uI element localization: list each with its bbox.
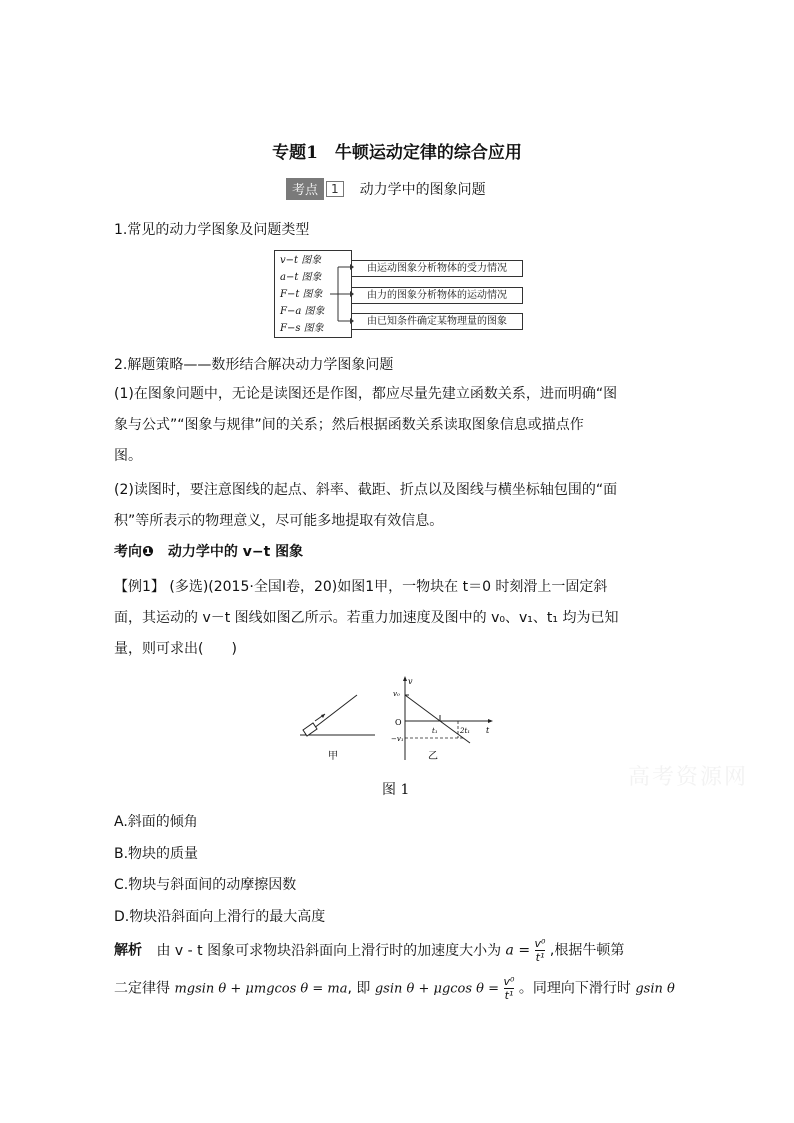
figure-1: [295, 675, 505, 770]
fraction-denominator: t¹: [535, 951, 545, 964]
formula: a =: [505, 942, 531, 959]
problem-type-box: 由力的图象分析物体的运动情况: [351, 287, 523, 304]
graph-type-item: F−a 图象: [280, 306, 325, 317]
graph-type-item: F−s 图象: [280, 323, 324, 334]
page-title: 专题1 牛顿运动定律的综合应用: [272, 143, 522, 163]
origin-label: O: [395, 718, 402, 727]
label-jia: 甲: [328, 751, 338, 762]
figure-caption: 图 1: [382, 782, 410, 798]
section1-heading: 1.常见的动力学图象及问题类型: [114, 222, 310, 238]
equation: mgsin θ + μmgcos θ = ma: [174, 981, 348, 997]
kaodian-badge: 考点: [286, 178, 324, 200]
block: [303, 723, 317, 736]
analysis-text: 二定律得: [114, 980, 170, 997]
example-1: [114, 572, 618, 665]
analysis-text: , 即: [347, 980, 371, 997]
fraction: [504, 975, 515, 1002]
fraction: [535, 937, 546, 964]
fraction-numerator: v⁰: [534, 937, 546, 950]
graph-type-item: F−t 图象: [280, 289, 323, 300]
problem-type-box: 由已知条件确定某物理量的图象: [351, 313, 523, 330]
2t1-label: 2t₁: [460, 727, 471, 735]
text-line: 积”等所表示的物理意义，尽可能多地提取有效信息。: [114, 513, 444, 529]
t1-label: t₁: [432, 727, 438, 735]
option-a: A.斜面的倾角: [114, 814, 198, 830]
fraction-denominator: t¹: [504, 989, 514, 1002]
graph-type-item: v−t 图象: [280, 255, 322, 266]
axis-t-label: t: [486, 726, 490, 735]
section2-heading: 2.解题策略——数形结合解决动力学图象问题: [114, 357, 394, 373]
paragraph-1: [114, 379, 617, 472]
kaodian-title: 动力学中的图象问题: [359, 182, 486, 198]
option-d: D.物块沿斜面向上滑行的最大高度: [114, 909, 326, 925]
problem-type-box: 由运动图象分析物体的受力情况: [351, 260, 523, 277]
equation: gsin θ: [635, 981, 675, 997]
analysis-label: 解析: [114, 942, 142, 959]
text-line: (1)在图象问题中，无论是读图还是作图，都应尽量先建立函数关系，进而明确“图: [114, 386, 618, 402]
axis-v-label: v: [408, 677, 413, 686]
v0-label: v₀: [393, 690, 400, 698]
label-yi: 乙: [428, 751, 438, 762]
graph-type-item: a−t 图象: [280, 272, 322, 283]
fraction-numerator: v⁰: [503, 975, 515, 988]
option-c: C.物块与斜面间的动摩擦因数: [114, 877, 297, 893]
analysis-text: 由 v - t 图象可求物块沿斜面向上滑行时的加速度大小为: [156, 942, 502, 959]
kaodian-header: [286, 178, 486, 198]
analysis-line-1: [114, 937, 624, 973]
text-line: 面，其运动的 v－t 图线如图乙所示。若重力加速度及图中的 v₀、v₁、t₁ 均为已知: [114, 610, 619, 626]
text-line: 图。: [114, 448, 142, 464]
text-line: 量，则可求出( ): [114, 641, 237, 657]
analysis-text: 同理向下滑行时: [532, 980, 631, 997]
watermark: 高考资源网: [628, 765, 749, 790]
kaodian-number: 1: [326, 181, 344, 197]
text-line: 【例1】 (多选)(2015·全国Ⅰ卷，20)如图1甲，一物块在 t＝0 时刻滑上一固定斜: [114, 579, 608, 595]
analysis-line-2: 二定律得 mgsin θ + μmgcos θ = ma, 即 gsin θ + μgcos θ = $\frac{\text{v⁰}}{\text{t¹}}$ 。同理向下滑行时 gsin θ: [114, 975, 675, 1002]
analysis-text: ,根据牛顿第: [549, 942, 625, 959]
neg-v1-label: −v₁: [391, 735, 404, 743]
text-line: (2)读图时，要注意图线的起点、斜率、截距、折点以及图线与横坐标轴包围的“面: [114, 482, 618, 498]
kaoxiang-heading: 考向❶ 动力学中的 v−t 图象: [114, 544, 304, 560]
equation: gsin θ + μgcos θ =: [374, 981, 500, 997]
option-b: B.物块的质量: [114, 846, 199, 862]
text-line: 象与公式”“图象与规律”间的关系；然后根据函数关系读取图象信息或描点作: [114, 417, 584, 433]
paragraph-2: [114, 475, 617, 537]
